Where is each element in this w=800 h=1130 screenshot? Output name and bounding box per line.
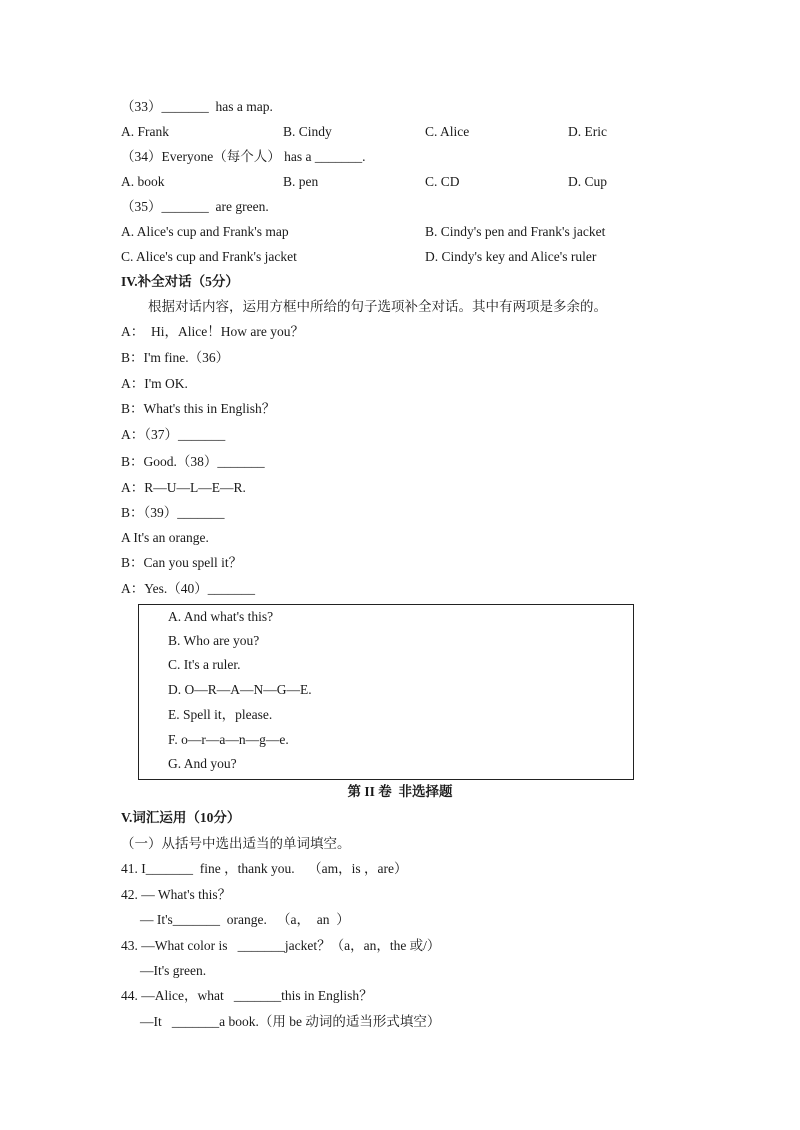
exercise-line: 42. — What's this？ (121, 887, 232, 902)
box-option: A. And what's this? (168, 609, 274, 624)
exercise-line: 41. I_______ fine ，thank you. （am，is ，are） (121, 861, 408, 876)
dialogue-line: A It's an orange. (121, 530, 209, 545)
question-33: （33）_______ has a map. (121, 99, 273, 114)
q34-option-b: B. pen (283, 174, 319, 189)
part-2-title: 第 II 卷 非选择题 (347, 784, 453, 799)
question-35: （35）_______ are green. (121, 199, 269, 214)
q34-option-a: A. book (121, 174, 165, 189)
section-4-heading: IV.补全对话（5分） (121, 274, 239, 289)
exercise-line: — It's_______ orange. （a， an ） (140, 912, 350, 927)
q34-option-c: C. CD (425, 174, 460, 189)
box-option: E. Spell it，please. (168, 707, 273, 722)
box-option: B. Who are you? (168, 633, 260, 648)
section-5-heading: V.词汇运用（10分） (121, 810, 241, 825)
options-box (138, 604, 634, 780)
exercise-line: 44. —Alice，what _______this in English？ (121, 988, 373, 1003)
dialogue-line: B：（39）_______ (121, 505, 225, 520)
box-option: G. And you? (168, 756, 237, 771)
dialogue-line: A：I'm OK. (121, 376, 188, 391)
box-option: F. o—r—a—n—g—e. (168, 732, 289, 747)
dialogue-line: B：I'm fine.（36） (121, 350, 230, 365)
q33-option-b: B. Cindy (283, 124, 332, 139)
section-4-instruction: 根据对话内容，运用方框中所给的句子选项补全对话。其中有两项是多余的。 (148, 299, 607, 314)
exercise-line: —It's green. (140, 963, 207, 978)
dialogue-line: B：Good.（38）_______ (121, 454, 265, 469)
q33-option-d: D. Eric (568, 124, 607, 139)
box-option: D. O—R—A—N—G—E. (168, 682, 312, 697)
dialogue-line: A：R—U—L—E—R. (121, 480, 246, 495)
dialogue-line: A：（37）_______ (121, 427, 226, 442)
q35-option-c: C. Alice's cup and Frank's jacket (121, 249, 297, 264)
q35-option-a: A. Alice's cup and Frank's map (121, 224, 289, 239)
question-34: （34）Everyone（每个人） has a _______. (121, 149, 366, 164)
q33-option-c: C. Alice (425, 124, 470, 139)
dialogue-line: A： Hi，Alice！How are you？ (121, 324, 304, 339)
q35-option-d: D. Cindy's key and Alice's ruler (425, 249, 597, 264)
box-option: C. It's a ruler. (168, 657, 241, 672)
exercise-line: 43. —What color is _______jacket？（a，an，the 或/） (121, 938, 441, 953)
q35-option-b: B. Cindy's pen and Frank's jacket (425, 224, 606, 239)
q34-option-d: D. Cup (568, 174, 608, 189)
dialogue-line: B：What's this in English？ (121, 401, 276, 416)
section-5-subheading: （一）从括号中选出适当的单词填空。 (121, 836, 351, 851)
exercise-line: —It _______a book.（用 be 动词的适当形式填空） (140, 1014, 441, 1029)
q33-option-a: A. Frank (121, 124, 169, 139)
dialogue-line: B：Can you spell it？ (121, 555, 243, 570)
dialogue-line: A：Yes.（40）_______ (121, 581, 256, 596)
